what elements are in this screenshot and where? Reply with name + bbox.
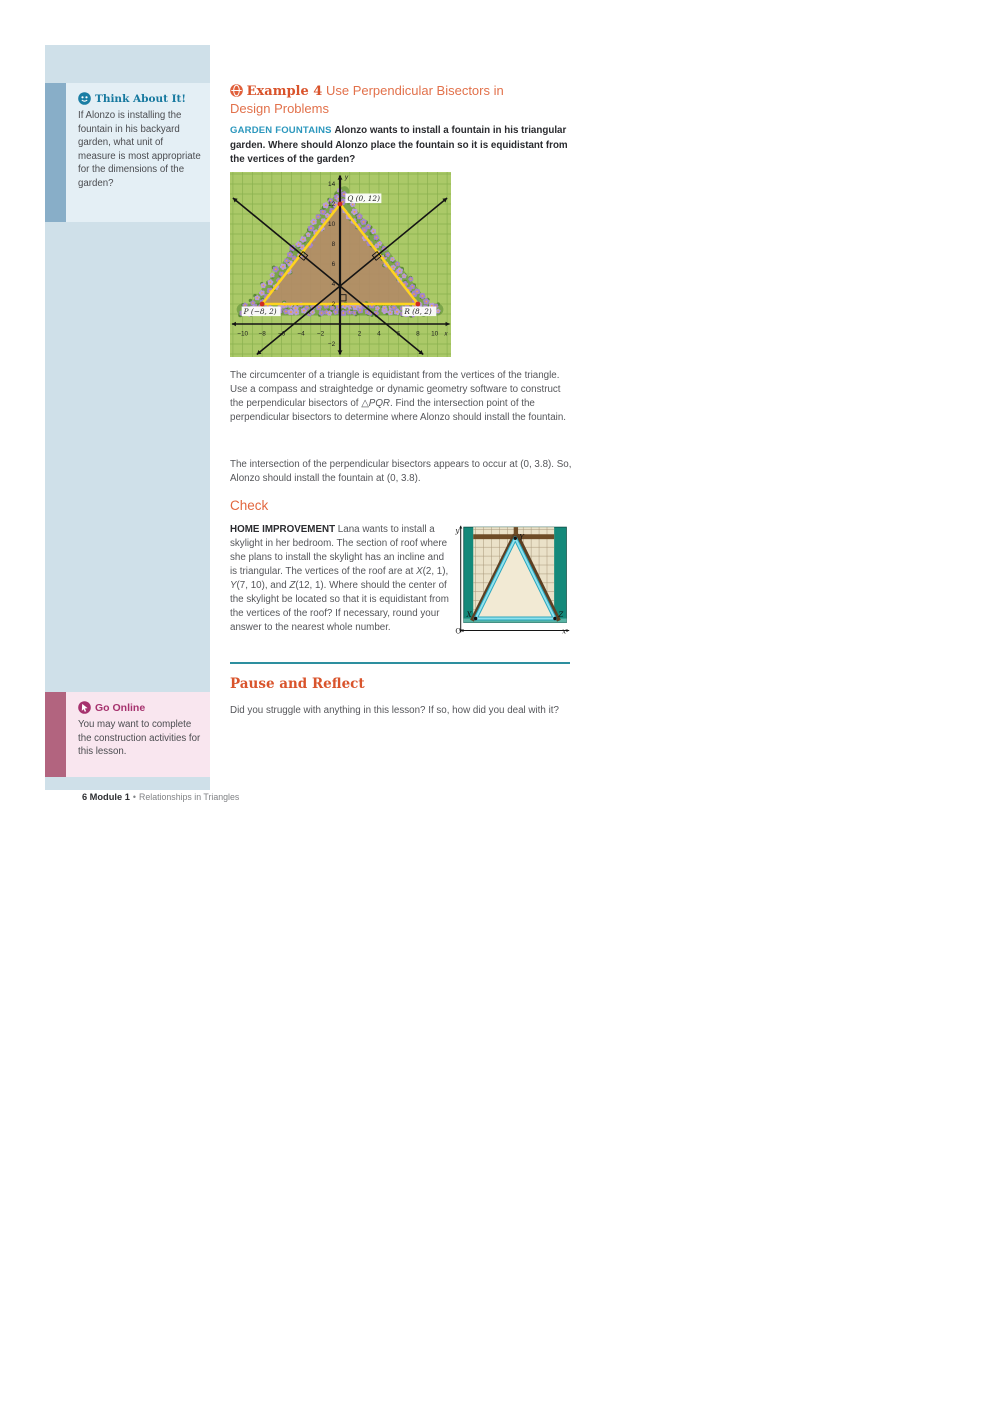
pause-and-reflect-prompt: Did you struggle with anything in this lesson? If so, how did you deal with it? [230,705,559,716]
lesson-title: Relationships in Triangles [139,792,240,802]
svg-text:y: y [455,526,460,535]
svg-text:2: 2 [331,301,336,309]
svg-text:P (−8, 2): P (−8, 2) [243,306,277,316]
go-online-title: Go Online [95,701,146,714]
check-problem [230,523,449,635]
garden-plan-graph [230,172,451,357]
svg-text:R (8, 2): R (8, 2) [404,306,432,316]
think-about-it-header [78,92,202,105]
svg-text:12: 12 [328,201,336,209]
think-about-it-accent-bar [45,83,66,222]
go-online-accent-bar [45,692,66,777]
example-title: Use Perpendicular Bisectors in Design Problems [230,83,504,116]
globe-icon [230,84,243,97]
svg-text:10: 10 [431,330,439,338]
svg-text:−8: −8 [258,330,266,338]
garden-problem-text: Alonzo wants to install a fountain in his triangular garden. Where should Alonzo place the fountain so it is equidistant from the vertices of the garden? [230,125,568,165]
think-about-it-box [66,83,210,222]
garden-lead-in: GARDEN FOUNTAINS [230,125,332,136]
roof-section-graph [455,524,570,635]
example-label: Example 4 [246,84,323,99]
svg-text:y: y [344,174,349,181]
page-number: 6 [82,792,88,802]
svg-text:X: X [466,611,472,620]
svg-text:x: x [562,627,567,635]
solution-paragraph: The circumcenter of a triangle is equidistant from the vertices of the triangle. Use a compass and straightedge or dynamic geometry software to construct the perpendicular bisectors of △PQR. Find the intersection point of the perpendicular bisectors to determine where Alonzo should install the fountain. [230,370,567,423]
svg-text:O: O [455,627,462,635]
robot-face-icon [78,92,91,105]
answer-paragraph: The intersection of the perpendicular bisectors appears to occur at (0, 3.8). So, Alonzo should install the fountain at (0, 3.8). [230,459,572,484]
module-label: Module 1 [89,792,130,802]
svg-text:Q (0, 12): Q (0, 12) [347,193,380,203]
garden-problem [230,124,568,168]
cursor-icon [78,701,91,714]
check-lead-in: HOME IMPROVEMENT [230,524,336,535]
pause-and-reflect-heading: Pause and Reflect [230,676,365,692]
go-online-body: You may want to complete the construction activities for this lesson. [78,719,201,757]
go-online-box [66,692,210,777]
svg-text:4: 4 [377,330,381,338]
think-about-it-body: If Alonzo is installing the fountain in his backyard garden, what unit of measure is most appropriate for the dimensions of the garden? [78,110,201,189]
footer-separator: • [132,792,137,802]
svg-text:8: 8 [331,241,336,249]
svg-text:x: x [444,330,448,338]
svg-text:Z: Z [558,611,564,620]
svg-text:2: 2 [357,330,362,338]
think-about-it-title: Think About It! [95,92,187,105]
svg-text:−2: −2 [316,330,325,338]
svg-text:8: 8 [416,330,420,338]
section-divider [230,662,570,664]
svg-text:−6: −6 [277,330,286,338]
svg-text:−4: −4 [297,330,305,338]
check-problem-text: Lana wants to install a skylight in her bedroom. The section of roof where she plans to install the skylight has an incline and is triangular. The vertices of the roof are at X(2, 1), Y(7, 10), and Z(12, 1). Where should the center of the skylight be located so that it is equidistant from the vertices of the roof? If necessary, round your answer to the nearest whole number. [230,524,449,633]
svg-text:Y: Y [519,533,524,542]
svg-text:−2: −2 [327,341,336,349]
example-heading [230,82,532,117]
svg-text:10: 10 [328,221,336,229]
go-online-header [78,701,202,714]
page-footer [82,792,239,802]
svg-text:6: 6 [331,261,336,269]
svg-text:−10: −10 [237,330,249,338]
check-heading: Check [230,498,269,513]
svg-text:6: 6 [396,330,401,338]
svg-text:4: 4 [331,281,336,289]
svg-text:14: 14 [328,181,336,189]
